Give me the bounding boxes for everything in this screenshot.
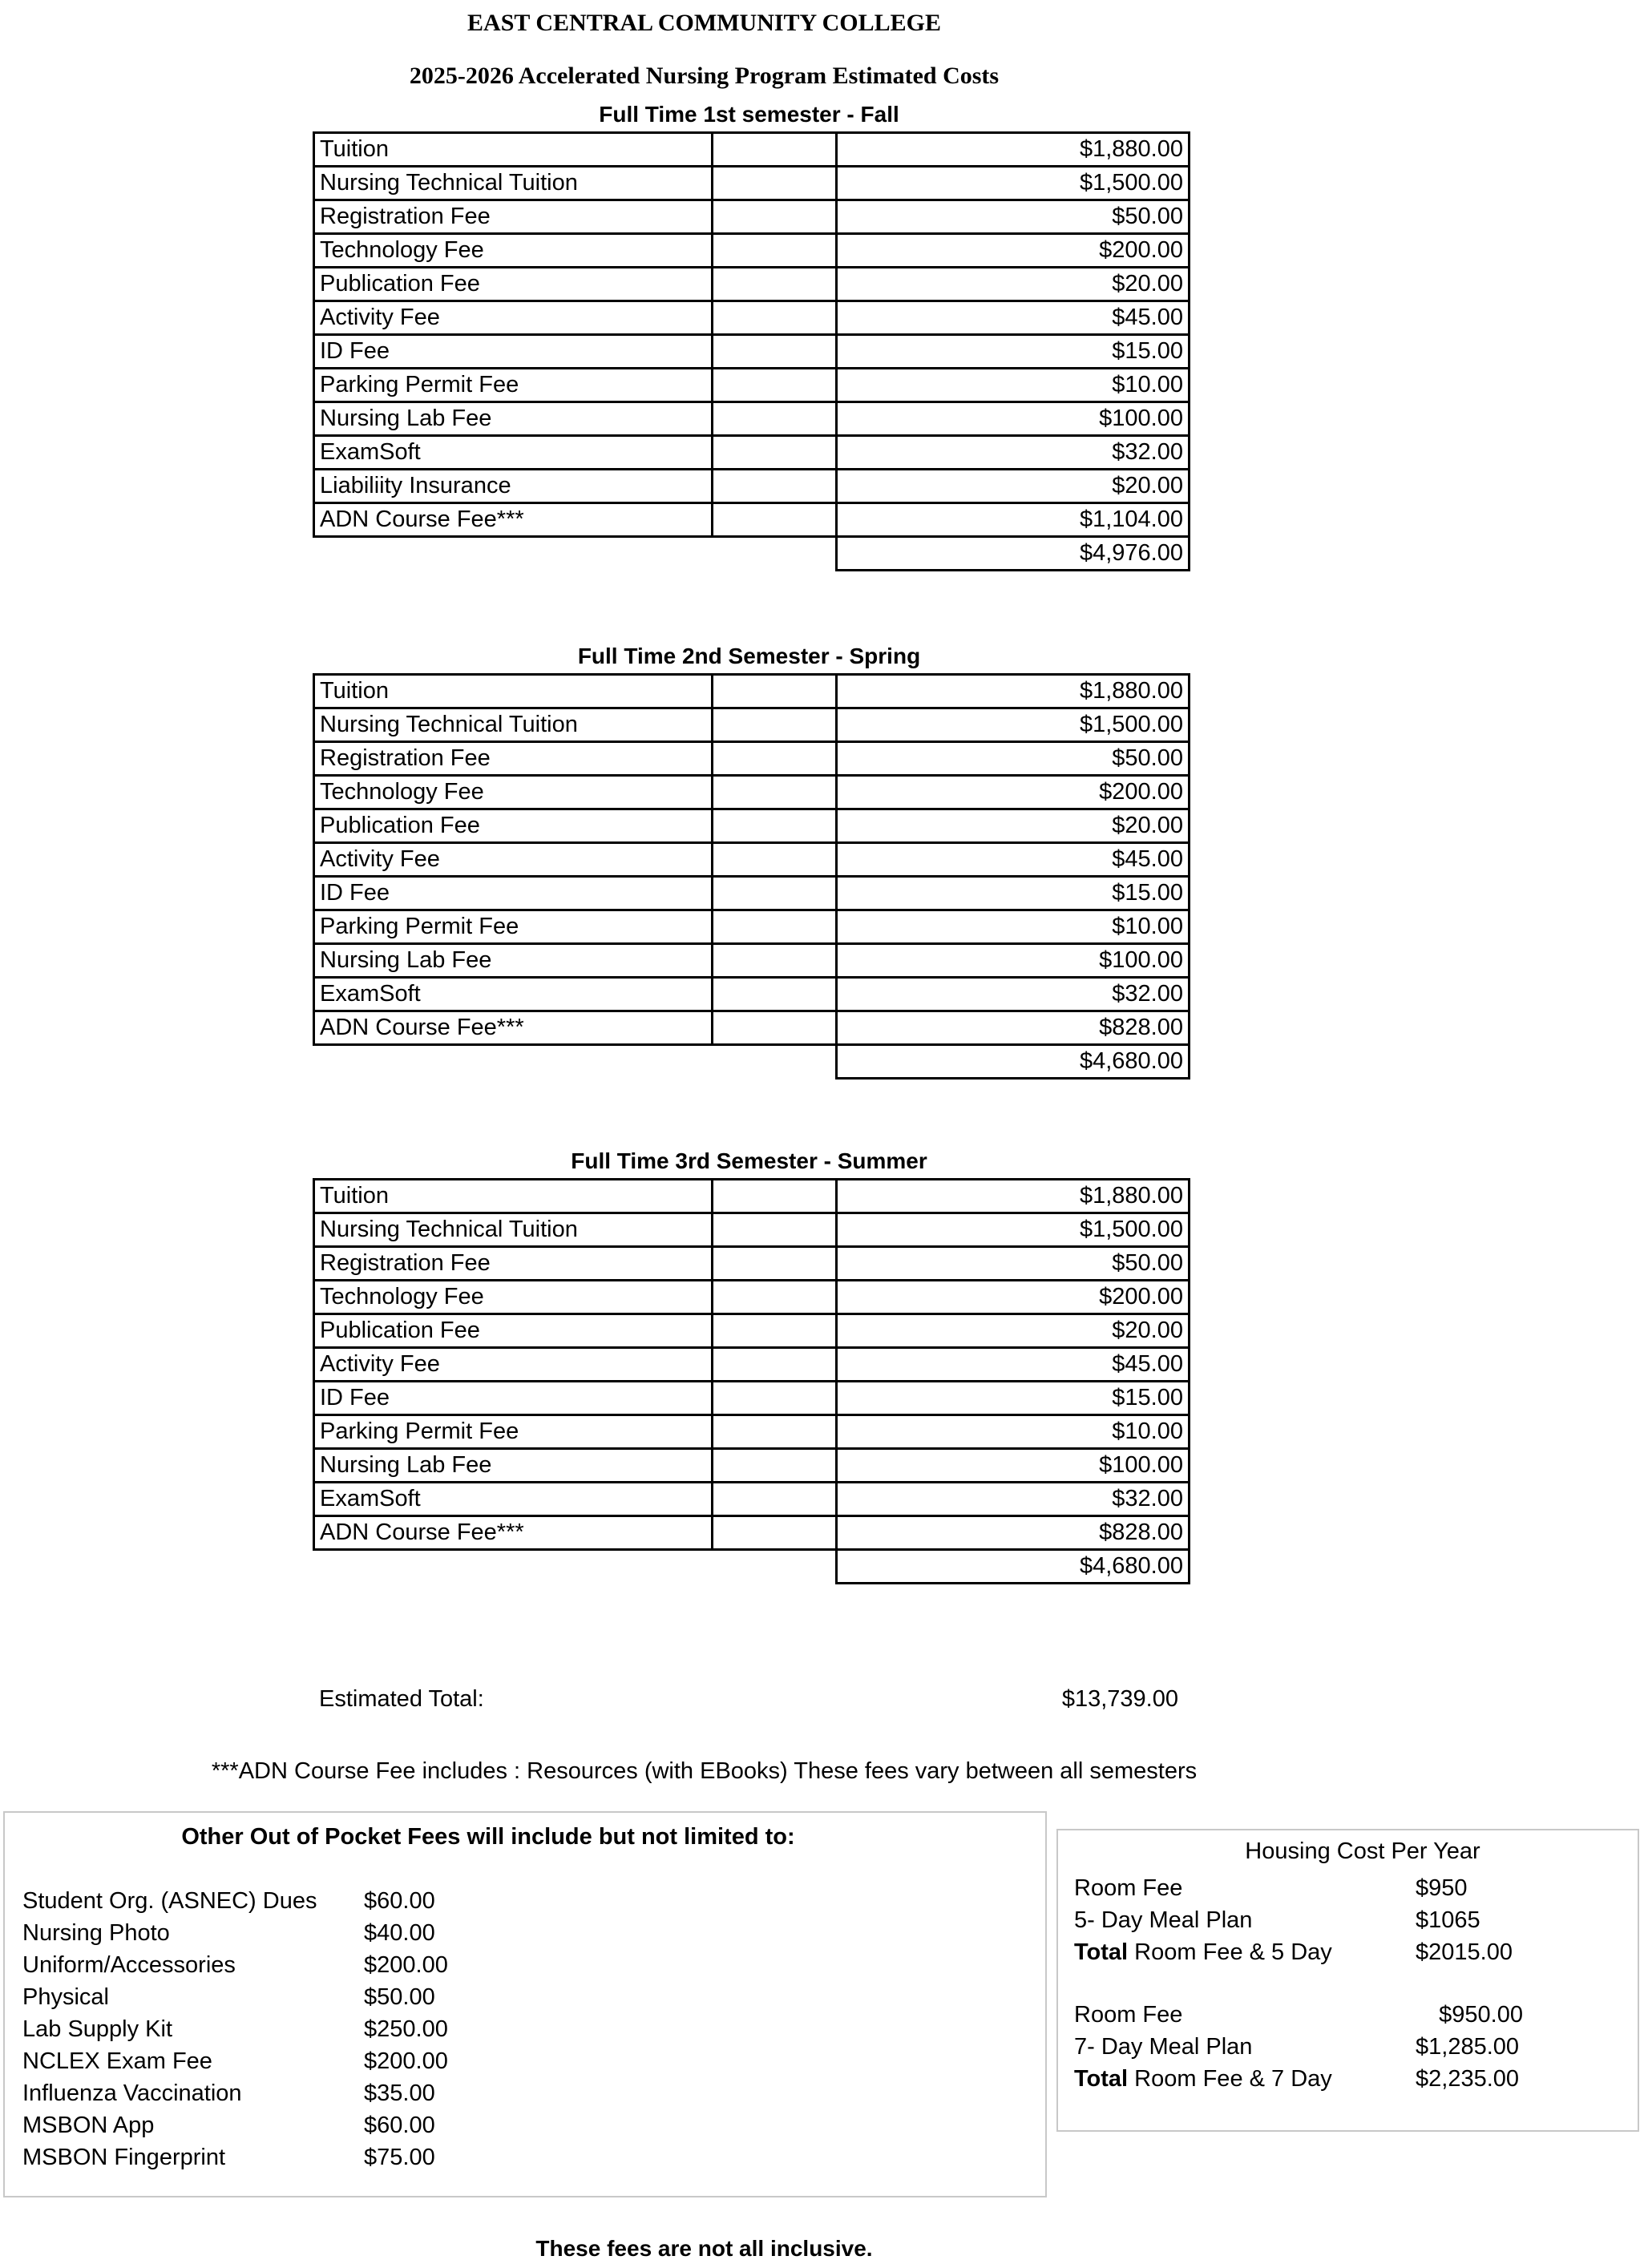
fee-blank-cell: [713, 843, 837, 877]
list-item: [1074, 2063, 1627, 2095]
fee-blank-cell: [713, 301, 837, 335]
fee-blank-cell: [713, 167, 837, 200]
fee-label: ExamSoft: [314, 436, 713, 470]
total-blank-cell: [314, 1045, 713, 1079]
adn-footnote: ***ADN Course Fee includes : Resources (with EBooks) These fees vary between all semesters: [211, 1758, 1198, 1784]
table-row: [314, 301, 1190, 335]
fee-amount: $20.00: [837, 1314, 1190, 1348]
fee-label: ID Fee: [314, 1382, 713, 1415]
fee-blank-cell: [713, 503, 837, 537]
fee-blank-cell: [713, 742, 837, 776]
fee-blank-cell: [713, 200, 837, 234]
out-of-pocket-label: MSBON App: [22, 2113, 155, 2138]
table-row: [314, 843, 1190, 877]
fee-label: Nursing Technical Tuition: [314, 1213, 713, 1247]
fee-label: ADN Course Fee***: [314, 503, 713, 537]
fee-label: ADN Course Fee***: [314, 1516, 713, 1550]
table-row: [314, 1213, 1190, 1247]
fee-amount: $200.00: [837, 1281, 1190, 1314]
table-row: [314, 335, 1190, 369]
semester-total: $4,976.00: [837, 537, 1190, 571]
out-of-pocket-amount: $75.00: [364, 2145, 435, 2170]
table-row: [314, 1314, 1190, 1348]
fee-amount: $50.00: [837, 200, 1190, 234]
fee-amount: $15.00: [837, 335, 1190, 369]
fee-label: ExamSoft: [314, 978, 713, 1011]
table-row: [314, 675, 1190, 708]
housing-amount: $1065: [1416, 1907, 1480, 1933]
fee-label: Publication Fee: [314, 268, 713, 301]
fee-amount: $20.00: [837, 268, 1190, 301]
out-of-pocket-amount: $40.00: [364, 1920, 435, 1946]
semester-total-row: [314, 1550, 1190, 1584]
housing-amount: $2,235.00: [1416, 2066, 1520, 2092]
fee-blank-cell: [713, 335, 837, 369]
table-row: [314, 1415, 1190, 1449]
housing-list: [1074, 1872, 1627, 2095]
fee-amount: $828.00: [837, 1011, 1190, 1045]
fee-blank-cell: [713, 776, 837, 809]
housing-label-text: Room Fee: [1074, 2002, 1183, 2028]
table-row: [314, 1449, 1190, 1483]
housing-label: [1074, 1904, 1252, 1936]
out-of-pocket-amount: $60.00: [364, 1888, 435, 1914]
fee-blank-cell: [713, 1382, 837, 1415]
housing-amount: $950: [1416, 1875, 1468, 1901]
fee-label: Parking Permit Fee: [314, 369, 713, 402]
total-blank-cell: [713, 537, 837, 571]
housing-label-text: 7- Day Meal Plan: [1074, 2034, 1253, 2060]
table-row: [314, 503, 1190, 537]
out-of-pocket-amount: $50.00: [364, 1984, 435, 2010]
housing-label-text: Room Fee & 7 Day: [1128, 2066, 1332, 2092]
fees-table-fall: [313, 131, 1190, 571]
fee-blank-cell: [713, 1314, 837, 1348]
out-of-pocket-label: NCLEX Exam Fee: [22, 2048, 212, 2074]
fee-label: Activity Fee: [314, 1348, 713, 1382]
fee-blank-cell: [713, 1247, 837, 1281]
fee-blank-cell: [713, 268, 837, 301]
table-row: [314, 1011, 1190, 1045]
fee-amount: $200.00: [837, 776, 1190, 809]
housing-amount: $950.00: [1439, 2002, 1523, 2028]
fee-amount: $50.00: [837, 742, 1190, 776]
out-of-pocket-title: Other Out of Pocket Fees will include but not limited to:: [181, 1824, 795, 1850]
fee-blank-cell: [713, 402, 837, 436]
semester-title-spring: Full Time 2nd Semester - Spring: [577, 644, 921, 668]
fee-blank-cell: [713, 234, 837, 268]
housing-box: [1056, 1829, 1639, 2132]
fee-amount: $1,500.00: [837, 708, 1190, 742]
fee-label: Parking Permit Fee: [314, 1415, 713, 1449]
fee-amount: $10.00: [837, 910, 1190, 944]
fee-label: Nursing Lab Fee: [314, 944, 713, 978]
table-row: [314, 133, 1190, 167]
fee-label: Nursing Technical Tuition: [314, 167, 713, 200]
table-row: [314, 234, 1190, 268]
fee-label: Tuition: [314, 133, 713, 167]
list-item: [1074, 2031, 1627, 2063]
fee-amount: $50.00: [837, 1247, 1190, 1281]
housing-label: [1074, 2063, 1332, 2095]
fee-label: ID Fee: [314, 877, 713, 910]
table-row: [314, 369, 1190, 402]
fee-label: Nursing Lab Fee: [314, 402, 713, 436]
table-row: [314, 1247, 1190, 1281]
list-item: [1074, 1872, 1627, 1904]
out-of-pocket-amount: $200.00: [364, 2048, 448, 2074]
semester-title-fall: Full Time 1st semester - Fall: [599, 102, 899, 127]
fee-blank-cell: [713, 1415, 837, 1449]
fee-label: Activity Fee: [314, 843, 713, 877]
fee-amount: $45.00: [837, 301, 1190, 335]
estimated-total-label: Estimated Total:: [319, 1686, 484, 1712]
fee-label: ExamSoft: [314, 1483, 713, 1516]
fees-table-spring: [313, 673, 1190, 1080]
table-row: [314, 167, 1190, 200]
table-row: [314, 470, 1190, 503]
list-item: [1074, 1904, 1627, 1936]
fees-table-summer: [313, 1178, 1190, 1584]
semester-total-row: [314, 1045, 1190, 1079]
fee-blank-cell: [713, 910, 837, 944]
fee-blank-cell: [713, 944, 837, 978]
semester-title-summer: Full Time 3rd Semester - Summer: [571, 1148, 927, 1173]
fee-label: ADN Course Fee***: [314, 1011, 713, 1045]
table-row: [314, 436, 1190, 470]
total-blank-cell: [713, 1550, 837, 1584]
total-blank-cell: [314, 537, 713, 571]
housing-amount: $2015.00: [1416, 1939, 1513, 1965]
housing-label: [1074, 1936, 1332, 1968]
housing-label-text: 5- Day Meal Plan: [1074, 1907, 1253, 1933]
housing-label-text: Room Fee & 5 Day: [1128, 1939, 1332, 1965]
fee-label: Technology Fee: [314, 776, 713, 809]
fee-blank-cell: [713, 1011, 837, 1045]
fee-blank-cell: [713, 133, 837, 167]
table-row: [314, 944, 1190, 978]
fee-amount: $20.00: [837, 809, 1190, 843]
out-of-pocket-box: [3, 1811, 1047, 2197]
fee-amount: $1,880.00: [837, 675, 1190, 708]
out-of-pocket-label: Influenza Vaccination: [22, 2080, 242, 2106]
out-of-pocket-amount: $200.00: [364, 1952, 448, 1978]
fee-amount: $32.00: [837, 436, 1190, 470]
table-row: [314, 1483, 1190, 1516]
fee-amount: $200.00: [837, 234, 1190, 268]
table-row: [314, 809, 1190, 843]
table-row: [314, 1516, 1190, 1550]
fee-label: Publication Fee: [314, 809, 713, 843]
semester-total: $4,680.00: [837, 1045, 1190, 1079]
fee-label: Registration Fee: [314, 1247, 713, 1281]
fee-blank-cell: [713, 1348, 837, 1382]
fee-amount: $828.00: [837, 1516, 1190, 1550]
table-row: [314, 1180, 1190, 1213]
closing-note: These fees are not all inclusive.: [535, 2236, 873, 2261]
fee-amount: $45.00: [837, 1348, 1190, 1382]
fee-amount: $15.00: [837, 1382, 1190, 1415]
fee-blank-cell: [713, 809, 837, 843]
table-row: [314, 910, 1190, 944]
fee-amount: $20.00: [837, 470, 1190, 503]
list-item: [1074, 1999, 1627, 2031]
fee-label: Activity Fee: [314, 301, 713, 335]
fee-blank-cell: [713, 978, 837, 1011]
housing-label: [1074, 1999, 1182, 2031]
out-of-pocket-label: Nursing Photo: [22, 1920, 170, 1946]
table-row: [314, 200, 1190, 234]
fee-blank-cell: [713, 1213, 837, 1247]
fee-amount: $100.00: [837, 944, 1190, 978]
fee-amount: $1,104.00: [837, 503, 1190, 537]
list-item: [1074, 1936, 1627, 1968]
fee-label: Registration Fee: [314, 742, 713, 776]
fee-blank-cell: [713, 1180, 837, 1213]
table-row: [314, 1348, 1190, 1382]
housing-spacer: [1074, 1968, 1627, 1999]
program-title: 2025-2026 Accelerated Nursing Program Estimated Costs: [409, 63, 1000, 89]
out-of-pocket-amount: $250.00: [364, 2016, 448, 2042]
table-row: [314, 1382, 1190, 1415]
fee-amount: $15.00: [837, 877, 1190, 910]
fee-blank-cell: [713, 877, 837, 910]
housing-label-bold: Total: [1074, 1939, 1129, 1965]
fee-amount: $10.00: [837, 1415, 1190, 1449]
out-of-pocket-label: Physical: [22, 1984, 109, 2010]
table-row: [314, 402, 1190, 436]
total-blank-cell: [314, 1550, 713, 1584]
fee-label: Technology Fee: [314, 234, 713, 268]
fee-blank-cell: [713, 470, 837, 503]
college-title: EAST CENTRAL COMMUNITY COLLEGE: [467, 10, 941, 36]
table-row: [314, 708, 1190, 742]
housing-title: Housing Cost Per Year: [1245, 1838, 1480, 1864]
fee-amount: $1,880.00: [837, 1180, 1190, 1213]
table-row: [314, 268, 1190, 301]
table-row: [314, 877, 1190, 910]
fee-amount: $100.00: [837, 402, 1190, 436]
fee-amount: $1,500.00: [837, 1213, 1190, 1247]
fee-label: Tuition: [314, 1180, 713, 1213]
fee-amount: $100.00: [837, 1449, 1190, 1483]
fee-amount: $32.00: [837, 1483, 1190, 1516]
out-of-pocket-label: Student Org. (ASNEC) Dues: [22, 1888, 317, 1914]
table-row: [314, 776, 1190, 809]
fee-blank-cell: [713, 1281, 837, 1314]
fee-blank-cell: [713, 369, 837, 402]
table-row: [314, 742, 1190, 776]
total-blank-cell: [713, 1045, 837, 1079]
fee-amount: $10.00: [837, 369, 1190, 402]
fee-amount: $45.00: [837, 843, 1190, 877]
fee-amount: $1,500.00: [837, 167, 1190, 200]
fee-label: Nursing Lab Fee: [314, 1449, 713, 1483]
fee-label: Publication Fee: [314, 1314, 713, 1348]
semester-total: $4,680.00: [837, 1550, 1190, 1584]
fee-amount: $1,880.00: [837, 133, 1190, 167]
housing-label-bold: Total: [1074, 2066, 1129, 2092]
fee-blank-cell: [713, 675, 837, 708]
housing-label: [1074, 2031, 1252, 2063]
fee-label: Parking Permit Fee: [314, 910, 713, 944]
fee-label: Registration Fee: [314, 200, 713, 234]
housing-label-text: Room Fee: [1074, 1875, 1183, 1901]
out-of-pocket-label: MSBON Fingerprint: [22, 2145, 226, 2170]
table-row: [314, 1281, 1190, 1314]
semester-total-row: [314, 537, 1190, 571]
estimated-total-value: $13,739.00: [1061, 1686, 1178, 1712]
fee-blank-cell: [713, 1449, 837, 1483]
fee-label: Liabiliity Insurance: [314, 470, 713, 503]
table-row: [314, 978, 1190, 1011]
fee-blank-cell: [713, 708, 837, 742]
out-of-pocket-amount: $35.00: [364, 2080, 435, 2106]
fee-label: Tuition: [314, 675, 713, 708]
fee-label: Nursing Technical Tuition: [314, 708, 713, 742]
fee-amount: $32.00: [837, 978, 1190, 1011]
fee-label: Technology Fee: [314, 1281, 713, 1314]
fee-blank-cell: [713, 436, 837, 470]
out-of-pocket-label: Lab Supply Kit: [22, 2016, 173, 2042]
fee-blank-cell: [713, 1483, 837, 1516]
fee-label: ID Fee: [314, 335, 713, 369]
housing-label: [1074, 1872, 1182, 1904]
out-of-pocket-amount: $60.00: [364, 2113, 435, 2138]
out-of-pocket-label: Uniform/Accessories: [22, 1952, 236, 1978]
fee-blank-cell: [713, 1516, 837, 1550]
housing-amount: $1,285.00: [1416, 2034, 1520, 2060]
